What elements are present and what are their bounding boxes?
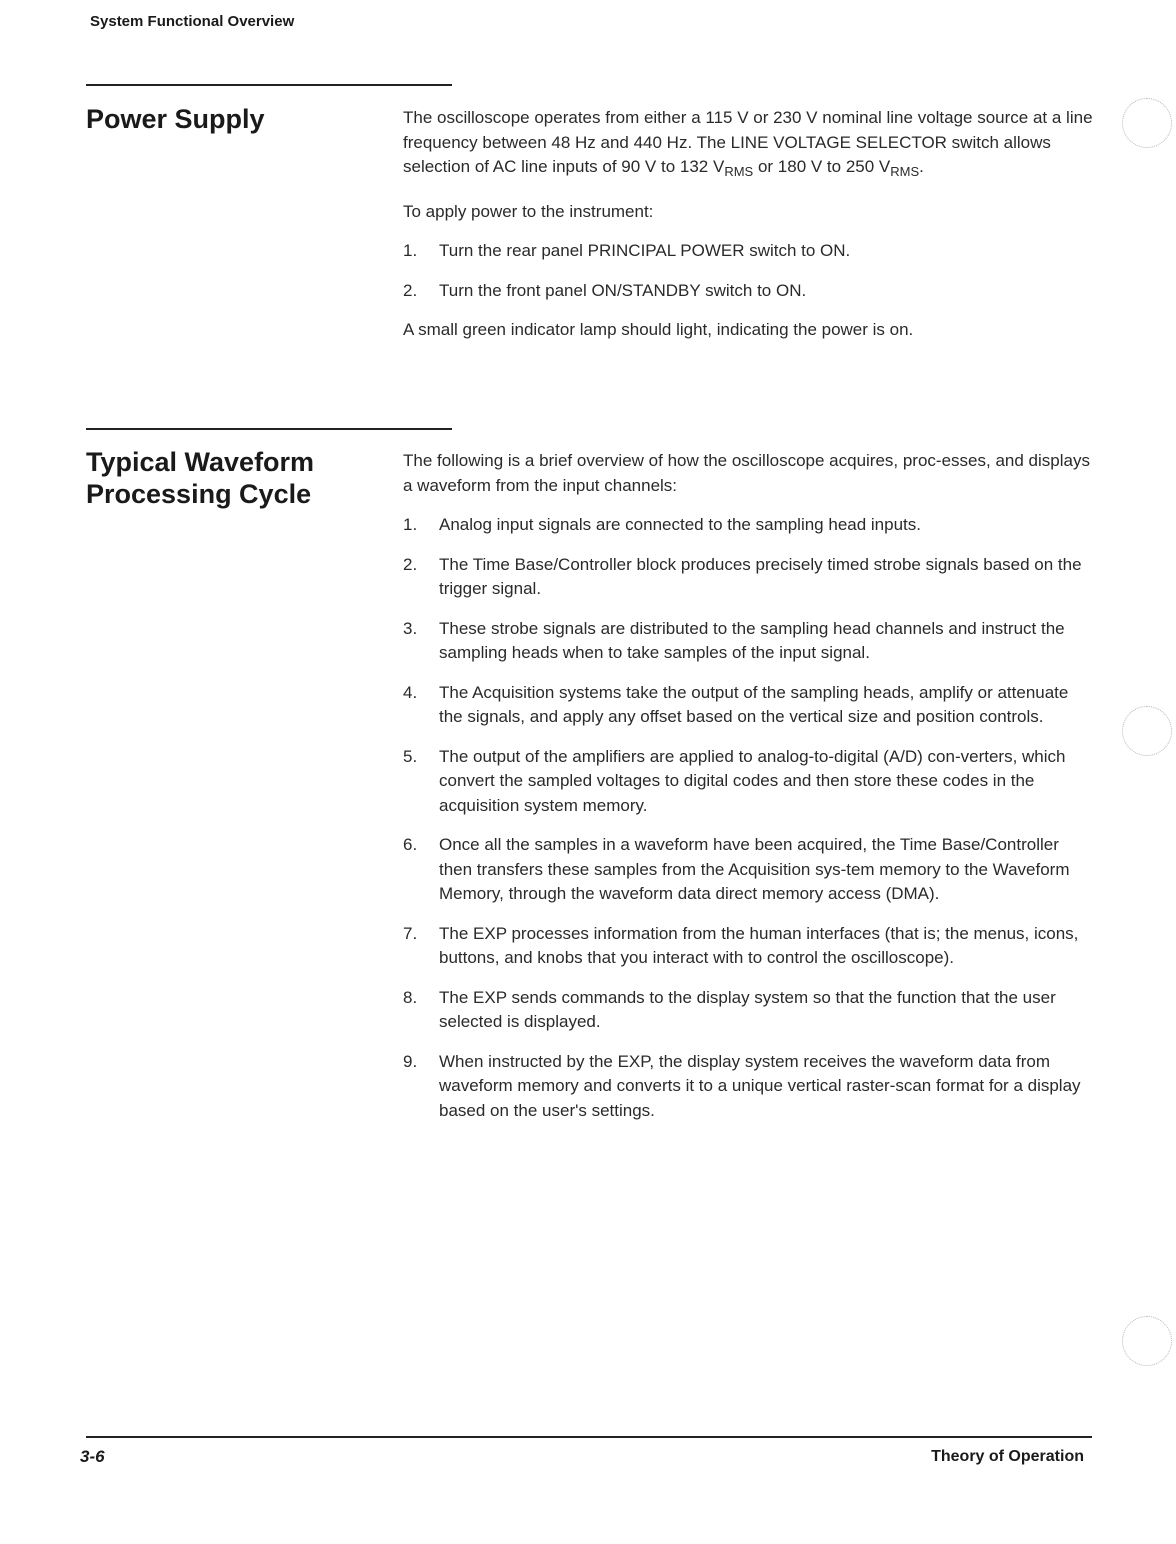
power-supply-closing: A small green indicator lamp should light, indicating the power is on. bbox=[403, 320, 914, 339]
list-item: 4. The Acquisition systems take the output of the sampling heads, amplify or attenuate the signals, and apply any offset based on the vertical size and position controls. bbox=[403, 682, 1069, 726]
waveform-cycle-steps bbox=[403, 513, 1093, 1123]
punch-hole-icon bbox=[1122, 706, 1172, 756]
section-title-waveform-cycle: Typical Waveform Processing Cycle bbox=[86, 447, 315, 509]
footer-section-title: Theory of Operation bbox=[931, 1448, 1084, 1465]
waveform-cycle-body bbox=[403, 449, 1093, 1138]
power-supply-intro: The oscilloscope operates from either a 115 V or 230 V nominal line voltage source at a line frequency between 48 Hz and 440 Hz. The LINE VOLTAGE SELECTOR switch allows selection of AC line inputs of 90 V to 132 $V_{RMS}$ or 180 V to 250 $V_{RMS}$. bbox=[403, 108, 1093, 179]
punch-hole-icon bbox=[1122, 98, 1172, 148]
waveform-cycle-intro: The following is a brief overview of how the oscilloscope acquires, proc-esses, and displays a waveform from the input channels: bbox=[403, 451, 1090, 495]
list-item: 5. The output of the amplifiers are applied to analog-to-digital (A/D) con-verters, which convert the sampled voltages to digital codes and then store these codes in the acquisition system memory. bbox=[403, 746, 1066, 815]
page-number: 3-6 bbox=[80, 1447, 105, 1466]
list-item: 6. Once all the samples in a waveform have been acquired, the Time Base/Controller then transfers these samples from the Acquisition sys-tem memory to the Waveform Memory, through the waveform data direct memory access (DMA). bbox=[403, 835, 1070, 903]
list-item: 7. The EXP processes information from the human interfaces (that is; the menus, icons, buttons, and knobs that you interact with to control the oscilloscope). bbox=[403, 923, 1079, 967]
list-item: 1. Analog input signals are connected to the sampling head inputs. bbox=[403, 515, 921, 534]
section-rule-waveform-cycle bbox=[86, 428, 452, 430]
power-supply-body bbox=[403, 106, 1093, 358]
punch-hole-icon bbox=[1122, 1316, 1172, 1366]
list-item: 2. The Time Base/Controller block produces precisely timed strobe signals based on the trigger signal. bbox=[403, 554, 1082, 598]
footer-rule bbox=[86, 1436, 1092, 1438]
running-head: System Functional Overview bbox=[90, 13, 295, 30]
list-item: 2. Turn the front panel ON/STANDBY switch to ON. bbox=[403, 280, 807, 300]
list-item: 8. The EXP sends commands to the display system so that the function that the user selected is displayed. bbox=[403, 987, 1056, 1031]
power-supply-steps bbox=[403, 239, 1093, 303]
list-item: 3. These strobe signals are distributed to the sampling head channels and instruct the sampling heads when to take samples of the input signal. bbox=[403, 618, 1065, 662]
list-item: 1. Turn the rear panel PRINCIPAL POWER switch to ON. bbox=[403, 241, 851, 260]
section-title-power-supply: Power Supply bbox=[86, 104, 265, 134]
list-item: 9. When instructed by the EXP, the display system receives the waveform data from waveform memory and converts it to a unique vertical raster-scan format for a display based on the user's settings. bbox=[403, 1051, 1081, 1120]
power-supply-lead-in: To apply power to the instrument: bbox=[403, 201, 654, 221]
section-rule-power-supply bbox=[86, 84, 452, 86]
